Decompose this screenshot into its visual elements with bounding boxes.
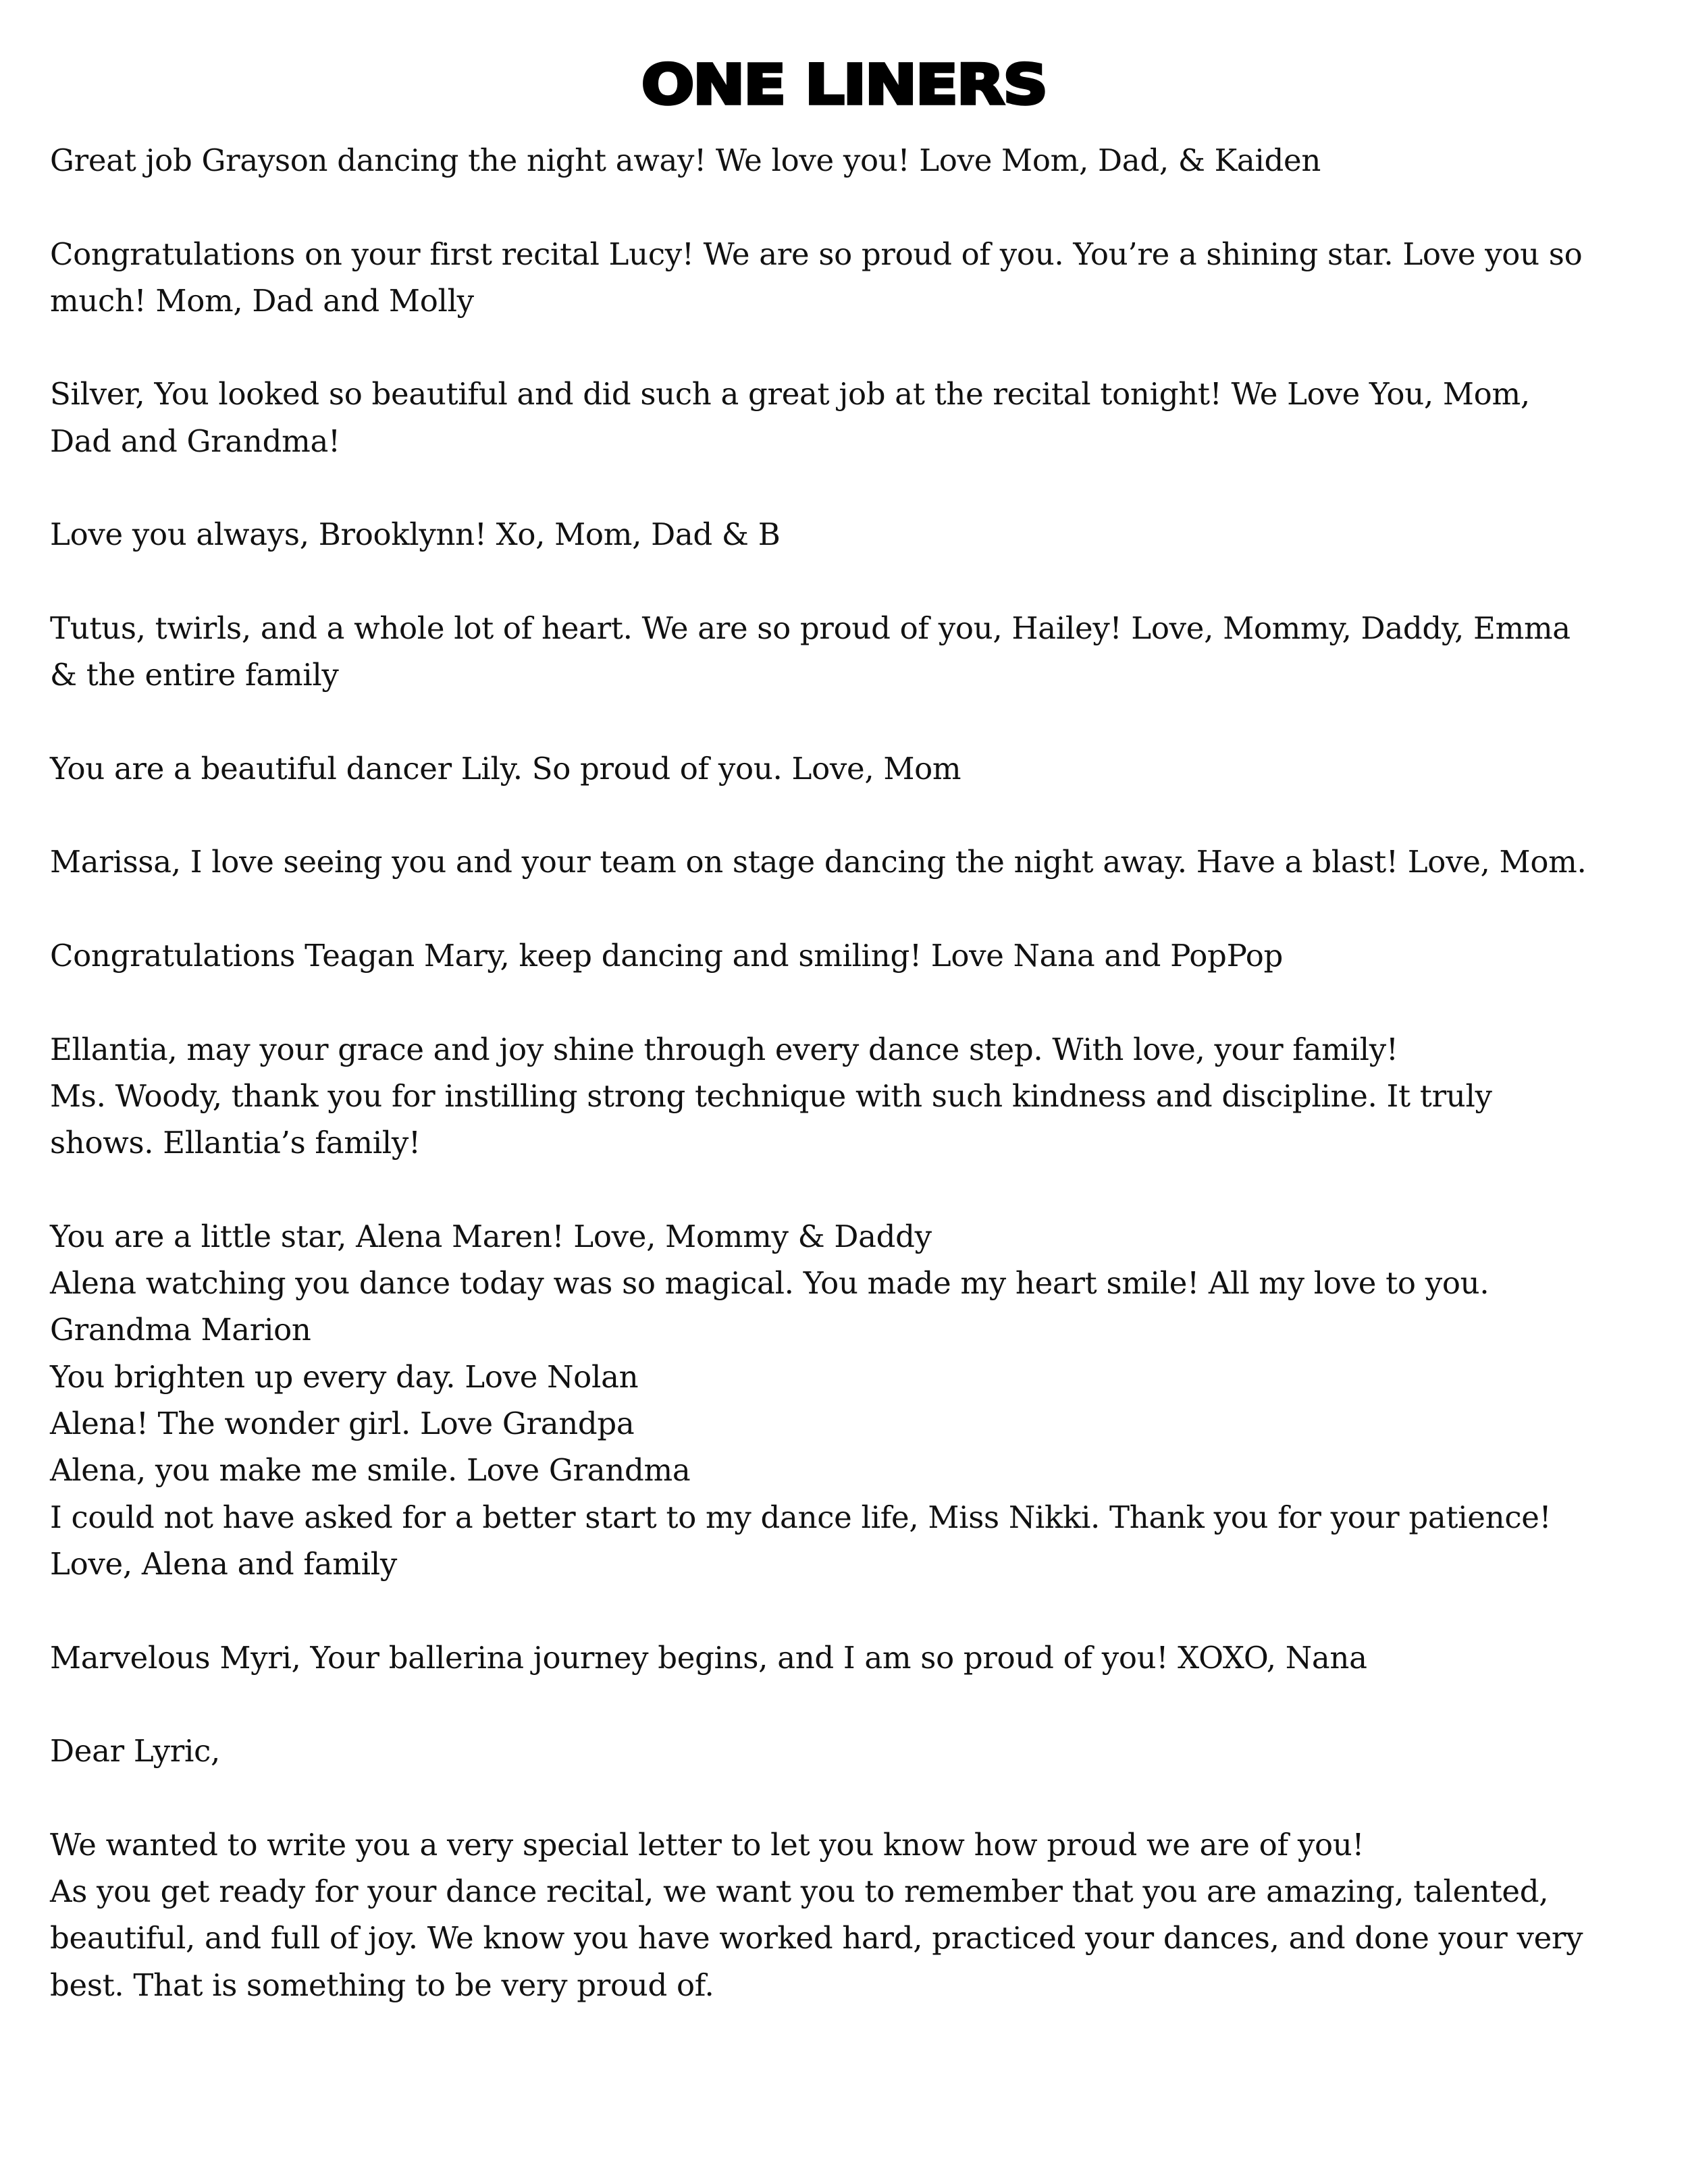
text-line: Alena, you make me smile. Love Grandma <box>50 1452 691 1489</box>
text-line: Love you always, Brooklynn! Xo, Mom, Dad & B <box>50 516 781 553</box>
text-line: Alena! The wonder girl. Love Grandpa <box>50 1406 635 1442</box>
text-line: Silver, You looked so beautiful and did such a great job at the recital tonight! We Love You, Mom, <box>50 376 1530 412</box>
text-line: Alena watching you dance today was so magical. You made my heart smile! All my love to you. <box>50 1265 1489 1302</box>
text-line: You brighten up every day. Love Nolan <box>50 1358 639 1395</box>
text-line: Great job Grayson dancing the night away! We love you! Love Mom, Dad, & Kaiden <box>50 142 1321 178</box>
text-line: Grandma Marion <box>50 1312 311 1348</box>
blank-line <box>50 1587 1657 1634</box>
blank-line <box>50 886 1657 932</box>
blank-line <box>50 1774 1657 1821</box>
text-line: best. That is something to be very proud of. <box>50 1967 714 2003</box>
text-line: We wanted to write you a very special letter to let you know how proud we are of you! <box>50 1826 1365 1863</box>
text-line: Marissa, I love seeing you and your team on stage dancing the night away. Have a blast! Love, Mom. <box>50 844 1587 880</box>
page-title: ONE LINERS <box>641 53 1047 117</box>
text-line: I could not have asked for a better start to my dance life, Miss Nikki. Thank you for your patience! <box>50 1499 1552 1535</box>
text-line: Marvelous Myri, Your ballerina journey begins, and I am so proud of you! XOXO, Nana <box>50 1639 1367 1676</box>
text-line: Tutus, twirls, and a whole lot of heart. We are so proud of you, Hailey! Love, Mommy, Daddy, Emma <box>50 610 1571 646</box>
document-body <box>50 137 1657 2008</box>
text-line: As you get ready for your dance recital, we want you to remember that you are amazing, talented, <box>50 1873 1549 1909</box>
blank-line <box>50 1167 1657 1213</box>
text-line: much! Mom, Dad and Molly <box>50 282 474 319</box>
blank-line <box>50 324 1657 371</box>
blank-line <box>50 699 1657 745</box>
text-line: Dear Lyric, <box>50 1733 220 1769</box>
text-line: You are a little star, Alena Maren! Love, Mommy & Daddy <box>50 1218 932 1254</box>
text-line: Love, Alena and family <box>50 1545 397 1582</box>
text-line: shows. Ellantia’s family! <box>50 1125 421 1161</box>
text-line: Ms. Woody, thank you for instilling strong technique with such kindness and discipline. It truly <box>50 1077 1492 1114</box>
text-line: Congratulations Teagan Mary, keep dancing and smiling! Love Nana and PopPop <box>50 938 1284 974</box>
text-line: & the entire family <box>50 657 339 693</box>
blank-line <box>50 464 1657 511</box>
blank-line <box>50 1681 1657 1728</box>
blank-line <box>50 184 1657 230</box>
text-line: You are a beautiful dancer Lily. So proud of you. Love, Mom <box>50 750 961 787</box>
blank-line <box>50 979 1657 1026</box>
text-line: Ellantia, may your grace and joy shine through every dance step. With love, your family! <box>50 1031 1398 1067</box>
blank-line <box>50 558 1657 605</box>
text-line: beautiful, and full of joy. We know you have worked hard, practiced your dances, and done your very <box>50 1920 1583 1956</box>
blank-line <box>50 792 1657 838</box>
text-line: Congratulations on your first recital Lucy! We are so proud of you. You’re a shining star. Love you so <box>50 236 1583 272</box>
text-line: Dad and Grandma! <box>50 423 340 459</box>
